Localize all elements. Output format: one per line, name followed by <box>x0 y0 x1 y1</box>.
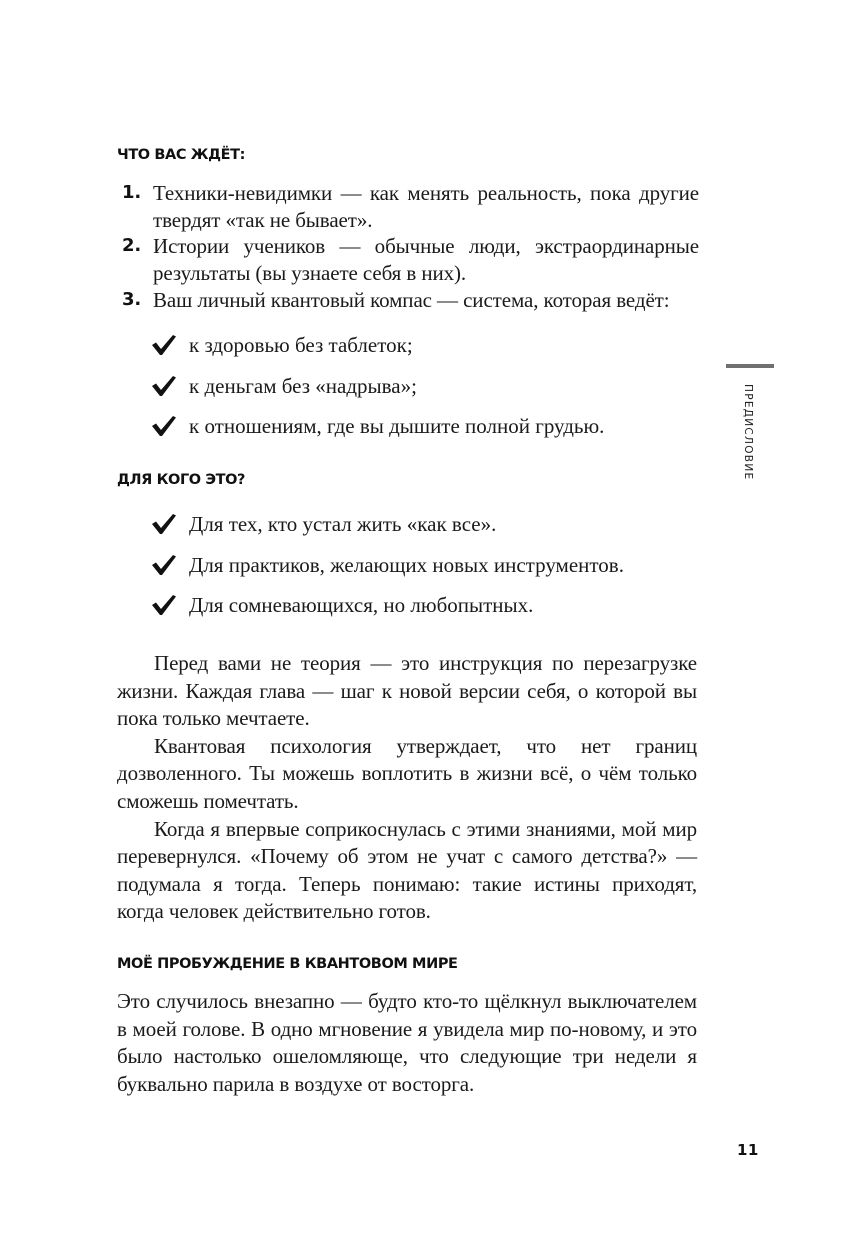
list-item-text: Техники-невидимки — как менять реальность, пока другие твердят «так не бывает». <box>153 181 699 232</box>
paragraph: Квантовая психология утверждает, что нет границ дозволенного. Ты можешь воплотить в жизни всё, о чём только сможешь помечтать. <box>117 733 697 813</box>
checkmark-icon <box>151 513 177 535</box>
body-text-block <box>117 650 697 926</box>
checklist-item-text: к отношениям, где вы дышите полной грудью. <box>189 414 605 438</box>
section-tab-bar <box>726 364 774 368</box>
checklist-item <box>150 509 624 550</box>
checkmark-icon <box>151 554 177 576</box>
numbered-list-item <box>117 233 699 286</box>
list-number: 2. <box>122 235 142 257</box>
list-item-text: Истории учеников — обычные люди, экстраординарные результаты (вы узнаете себя в них). <box>153 234 699 286</box>
checkmark-icon <box>151 334 177 356</box>
numbered-list <box>117 180 699 314</box>
section-tab-label: ПРЕДИСЛОВИЕ <box>742 384 754 481</box>
section-heading-what-awaits: ЧТО ВАС ЖДЁТ: <box>117 147 246 163</box>
checklist-item-text: Для тех, кто устал жить «как все». <box>189 512 497 536</box>
page-number: 11 <box>737 1141 759 1159</box>
numbered-list-item <box>117 180 699 233</box>
list-number: 3. <box>122 288 142 310</box>
list-item-text: Ваш личный квантовый компас — система, которая ведёт: <box>153 287 670 312</box>
checklist-item-text: Для сомневающихся, но любопытных. <box>189 593 534 617</box>
checklist-item <box>150 371 604 412</box>
checklist-item-text: к деньгам без «надрыва»; <box>189 373 417 398</box>
body-text-block <box>117 988 697 1098</box>
checklist-item-text: Для практиков, желающих новых инструментов. <box>189 552 624 577</box>
checklist-item <box>150 411 604 452</box>
paragraph: Это случилось внезапно — будто кто-то щёлкнул выключателем в моей голове. В одно мгновение я увидела мир по-новому, и это было настолько ошеломляюще, что следующие три недели я буквально парила в воздухе от восторга. <box>117 989 697 1096</box>
checkmark-icon <box>151 594 177 616</box>
paragraph: Когда я впервые соприкоснулась с этими знаниями, мой мир перевернулся. «Почему об этом не учат с самого детства?» — подумала я тогда. Теперь понимаю: такие истины приходят, когда человек действительно готов. <box>117 816 697 924</box>
checklist-item <box>150 590 624 631</box>
numbered-list-item <box>117 287 699 314</box>
checklist-item <box>150 550 624 591</box>
list-number: 1. <box>122 182 142 203</box>
paragraph: Перед вами не теория — это инструкция по перезагрузке жизни. Каждая глава — шаг к новой версии себя, о которой вы пока только мечтаете. <box>117 651 697 731</box>
checkmark-icon <box>151 375 177 397</box>
section-heading-for-whom: ДЛЯ КОГО ЭТО? <box>117 472 246 488</box>
checklist-item-text: к здоровью без таблеток; <box>189 333 413 357</box>
audience-checklist <box>150 509 624 631</box>
section-heading-awakening: МОЁ ПРОБУЖДЕНИЕ В КВАНТОВОМ МИРЕ <box>117 956 458 972</box>
compass-checklist <box>150 330 604 452</box>
checklist-item <box>150 330 604 371</box>
checkmark-icon <box>151 415 177 437</box>
